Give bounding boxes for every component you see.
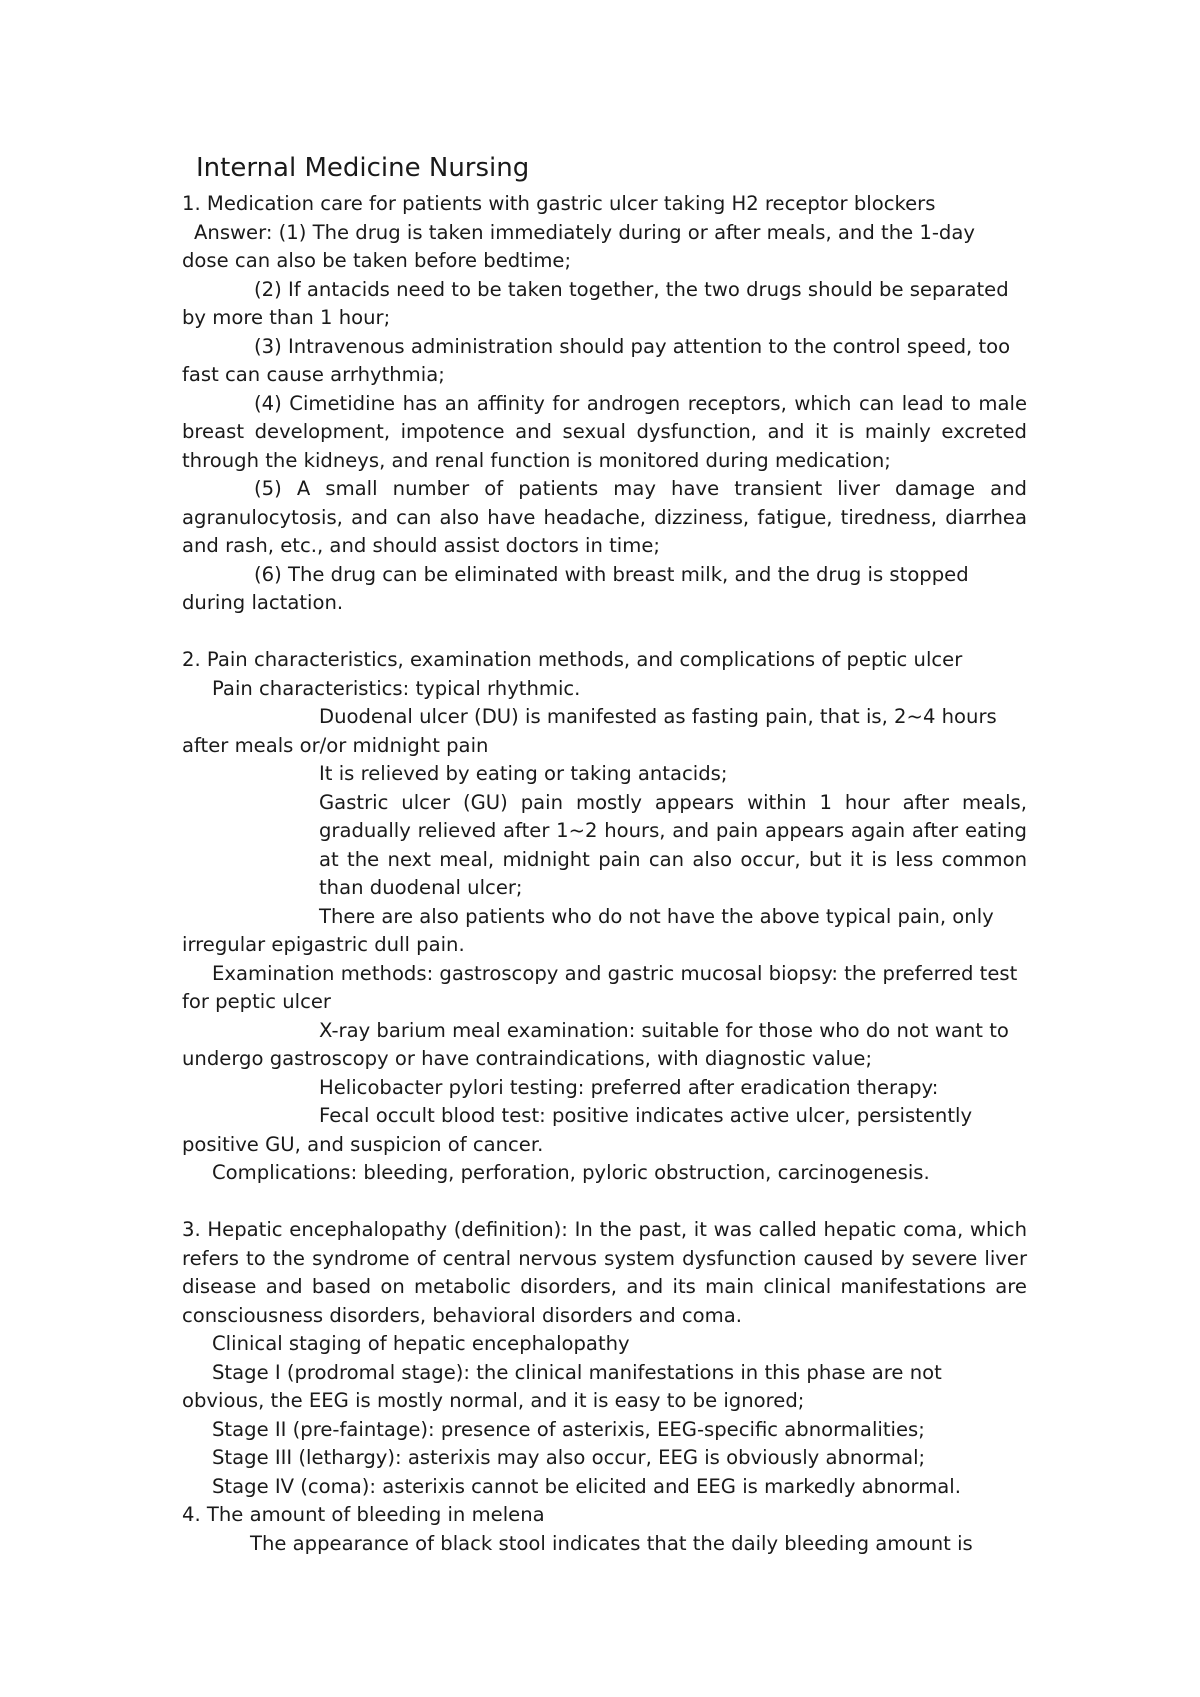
exam-methods: Examination methods: gastroscopy and gastric mucosal biopsy: the preferred test for peptic ulcer [182,961,1018,1013]
section-1-answer: Answer: (1) The drug is taken immediately during or after meals, and the 1-day dose can also be taken before bedtime; [182,220,975,272]
stage-1: Stage I (prodromal stage): the clinical manifestations in this phase are not obvious, the EEG is mostly normal, and it is easy to be ignored; [182,1360,942,1412]
section-1-item-2: (2) If antacids need to be taken together, the two drugs should be separated by more than 1 hour; [182,277,1009,329]
section-1-item-5: (5) A small number of patients may have transient liver damage and agranulocytosis, and can also have headache, dizziness, fatigue, tiredness, diarrhea and rash, etc., and should assist doctors in time; [182,477,1027,557]
document-body [182,150,1027,1558]
exam-helicobacter: Helicobacter pylori testing: preferred after eradication therapy: [319,1075,939,1099]
section-1-heading: 1. Medication care for patients with gastric ulcer taking H2 receptor blockers [182,192,936,215]
section-1-item-6: (6) The drug can be eliminated with breast milk, and the drug is stopped during lactation. [182,562,969,614]
paragraph-gap [182,618,1027,647]
paragraph-gap [182,1188,1027,1217]
pain-gastric-ulcer: Gastric ulcer (GU) pain mostly appears within 1 hour after meals, gradually relieved after 1~2 hours, and pain appears again after eating at the next meal, midnight pain can also occur, but it is less common than duodenal ulcer; [319,790,1027,899]
pain-relief: It is relieved by eating or taking antacids; [319,762,728,785]
section-2-heading: 2. Pain characteristics, examination methods, and complications of peptic ulcer [182,648,963,671]
exam-xray: X-ray barium meal examination: suitable for those who do not want to undergo gastroscopy or have contraindications, with diagnostic value; [182,1018,1009,1070]
stage-2: Stage II (pre-faintage): presence of asterixis, EEG-specific abnormalities; [212,1417,925,1441]
stage-3: Stage III (lethargy): asterixis may also occur, EEG is obviously abnormal; [212,1446,926,1469]
section-4-text: The appearance of black stool indicates that the daily bleeding amount is [250,1531,973,1555]
section-4-heading: 4. The amount of bleeding in melena [182,1503,545,1526]
complications: Complications: bleeding, perforation, pyloric obstruction, carcinogenesis. [212,1161,930,1184]
section-1-item-4: (4) Cimetidine has an affinity for androgen receptors, which can lead to male breast development, impotence and sexual dysfunction, and it is mainly excreted through the kidneys, and renal function is monitored during medication; [182,391,1027,472]
pain-duodenal-ulcer: Duodenal ulcer (DU) is manifested as fasting pain, that is, 2~4 hours after meals or/or midnight pain [182,705,997,757]
document-title: Internal Medicine Nursing [196,153,530,183]
exam-fecal-occult: Fecal occult blood test: positive indicates active ulcer, persistently positive GU, and suspicion of cancer. [182,1104,973,1156]
pain-atypical: There are also patients who do not have the above typical pain, only irregular epigastric dull pain. [182,904,994,956]
pain-characteristics: Pain characteristics: typical rhythmic. [212,676,581,700]
staging-title: Clinical staging of hepatic encephalopathy [212,1332,630,1355]
section-3-definition: 3. Hepatic encephalopathy (definition): In the past, it was called hepatic coma, which refers to the syndrome of central nervous system dysfunction caused by severe liver disease and based on metabolic disorders, and its main clinical manifestations are consciousness disorders, behavioral disorders and coma. [182,1218,1027,1327]
stage-4: Stage IV (coma): asterixis cannot be elicited and EEG is markedly abnormal. [212,1474,961,1498]
section-1-item-3: (3) Intravenous administration should pay attention to the control speed, too fast can cause arrhythmia; [182,334,1011,386]
